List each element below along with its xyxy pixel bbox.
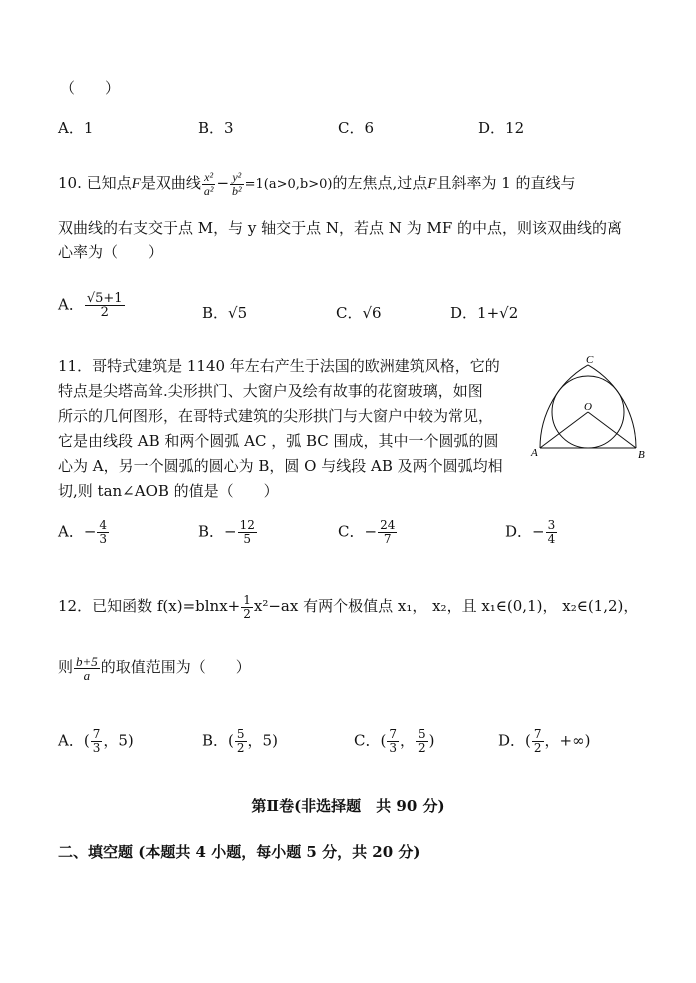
q11-option-d: D．− $\frac{3}{4}$ — [505, 518, 556, 546]
q10-line-2: 双曲线的右支交于点 M，与 y 轴交于点 N，若点 N 为 MF 的中点，则该双曲线的离 — [58, 219, 622, 237]
q11-line-3: 所示的几何图形，在哥特式建筑的尖形拱门与大窗户中较为常见， — [58, 407, 494, 425]
q10-text: 已知点 — [86, 174, 132, 192]
q11-option-a: A．− $\frac{4}{3}$ — [58, 518, 108, 546]
q9-option-a: A．1 — [58, 119, 94, 137]
q10-text: 且斜率为 1 的直线与 — [436, 174, 576, 192]
part2-title: 第Ⅱ卷(非选择题 共 90 分) — [251, 797, 445, 815]
q11-line-4: 它是由线段 AB 和两个圆弧 AC ，弧 BC 围成，其中一个圆弧的圆 — [58, 432, 499, 450]
q9-option-b: B．3 — [198, 119, 234, 137]
section2-title: 二、填空题 (本题共 4 小题，每小题 5 分，共 20 分) — [58, 843, 421, 861]
q12-option-b: B．( $\frac{5}{2}$ ，5) — [202, 727, 278, 755]
q10-number: 10. — [58, 174, 82, 192]
q10-option-d: D．1+√2 — [450, 304, 519, 322]
q10-line-3: 心率为（ ） — [58, 243, 164, 261]
q10-point-f: F — [131, 176, 141, 192]
q12-option-d: D．( $\frac{7}{2}$ ，+∞) — [498, 727, 591, 755]
q10-frac-y2-b2: $\frac{\text{y²}}{\text{b²}}$ — [232, 169, 242, 198]
q10-equation-rest: =1(a>0,b>0) — [244, 177, 333, 192]
q12-line-1: 12．已知函数 f(x)=blnx+ $\frac{1}{2}$ x²−ax 有两个极值点 x₁， x₂，且 x₁∈(0,1)， x₂∈(1,2)， — [58, 592, 639, 621]
label-a: A — [531, 447, 538, 459]
q10-point-f: F — [427, 176, 437, 192]
q10-line-1: 10. 已知点F是双曲线 $\frac{\text{x²}}{\text{a²}}$ − $\frac{\text{y²}}{\text{b²}}$ =1(a>0,b>0)的左焦点,过点F且斜率为 1 的直线与 — [58, 169, 576, 198]
q11-option-b: B．− $\frac{12}{5}$ — [198, 518, 255, 546]
gothic-arch-figure — [528, 354, 650, 462]
q12-line-2: 则 $\frac{b+5}{a}$ 的取值范围为（ ） — [58, 653, 251, 683]
q11-line-6: 切,则 tan∠AOB 的值是（ ） — [58, 482, 279, 500]
arc-bc — [588, 365, 636, 448]
q10-option-b: B．√5 — [202, 304, 248, 322]
arc-ac — [540, 365, 588, 448]
label-o: O — [584, 401, 592, 413]
q12-option-c: C．( $\frac{7}{3}$ ， $\frac{5}{2}$ ) — [354, 727, 435, 755]
q11-option-c: C．− $\frac{24}{7}$ — [338, 518, 396, 546]
q9-answer-paren: （ ） — [60, 79, 121, 97]
q11-line-2: 特点是尖塔高耸.尖形拱门、大窗户及绘有故事的花窗玻璃，如图 — [58, 382, 483, 400]
q10-text: 的左焦点,过点 — [332, 174, 428, 192]
segment-oa — [540, 412, 588, 448]
q10-option-a: A． $\frac{√5+1}{2}$ — [58, 291, 123, 320]
label-c: C — [586, 354, 594, 366]
segment-ob — [588, 412, 636, 448]
q9-option-d: D．12 — [478, 119, 525, 137]
q11-line-5: 心为 A，另一个圆弧的圆心为 B，圆 O 与线段 AB 及两个圆弧均相 — [58, 457, 503, 475]
q12-option-a: A．( $\frac{7}{3}$ ，5) — [58, 727, 134, 755]
q11-line-1: 11．哥特式建筑是 1140 年左右产生于法国的欧洲建筑风格，它的 — [58, 357, 500, 375]
q10-option-c: C．√6 — [336, 304, 382, 322]
q10-text: 是双曲线 — [140, 174, 201, 192]
q10-frac-x2-a2: $\frac{\text{x²}}{\text{a²}}$ — [203, 169, 214, 198]
label-b: B — [638, 449, 645, 461]
q9-option-c: C．6 — [338, 119, 375, 137]
